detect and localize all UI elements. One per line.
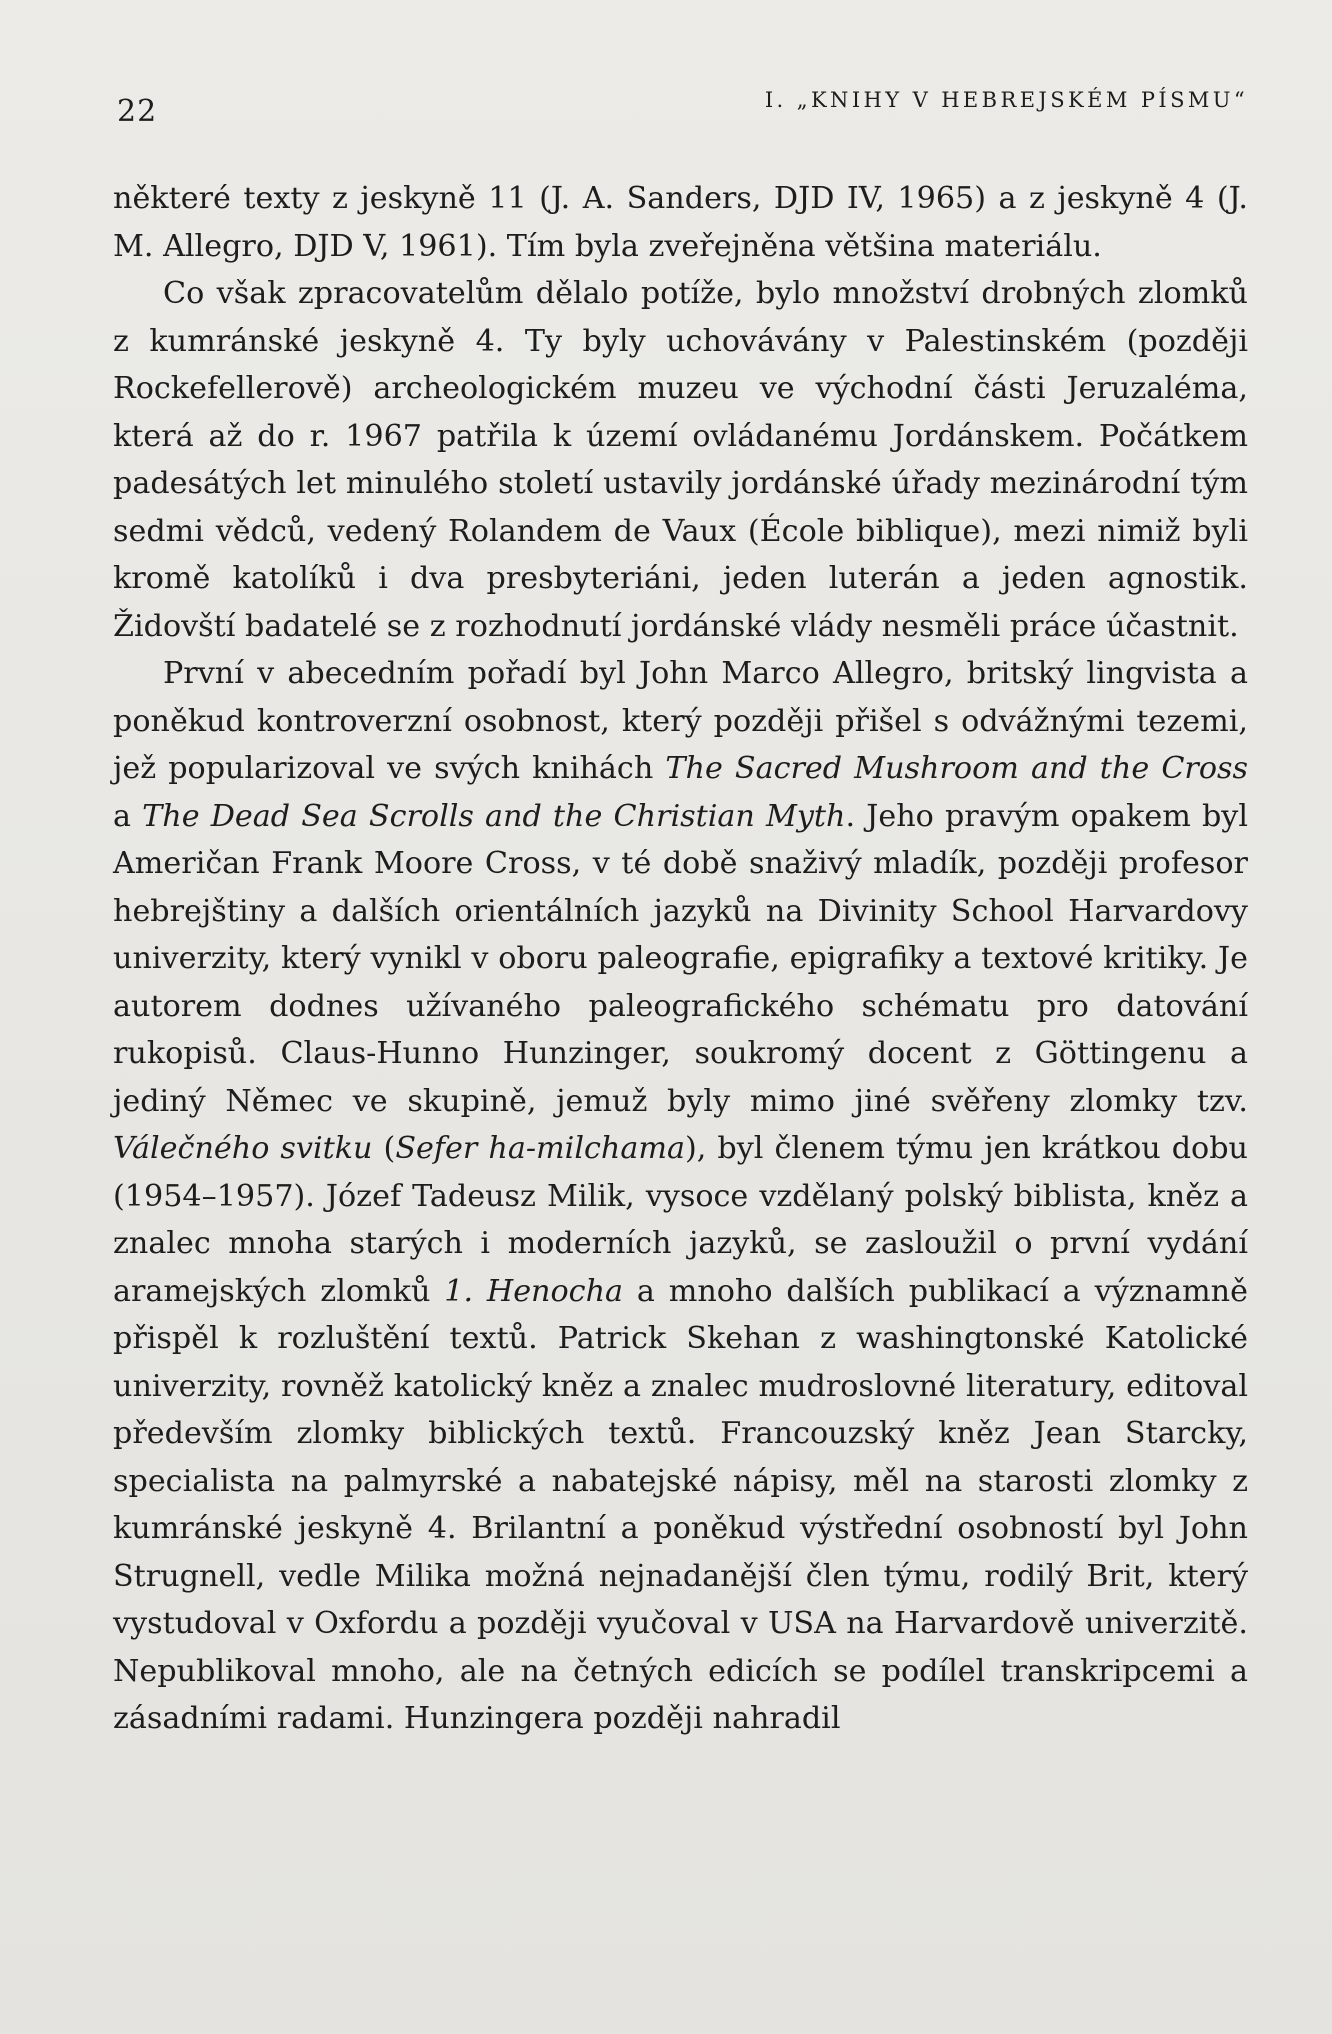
page-number: 22 xyxy=(117,94,158,129)
text-run: a mnoho dalších publikací a významně přispěl k rozluštění textů. Patrick Skehan z washingtonské Katolické univerzity, rovněž katolický kněz a znalec mudroslovné literatury, editoval především zlomky biblických textů. Francouzský kněz Jean Starcky, specialista na palmyrské a nabatejské nápisy, měl na starosti zlomky z kumránské jeskyně 4. Brilantní a poněkud výstřední osobností byl John Strugnell, vedle Milika možná nejnadanější člen týmu, rodilý Brit, který vystudoval v Oxfordu a později vyučoval v USA na Harvardově univerzitě. Nepublikoval mnoho, ale na četných edicích se podílel transkripcemi a zásadními radami. Hunzingera později nahradil xyxy=(113,1273,1248,1736)
text-run: . Jeho pravým opakem byl Američan Frank Moore Cross, v té době snaživý mladík, později profesor hebrejštiny a dalších orientálních jazyků na Divinity School Harvardovy univerzity, který vynikl v oboru paleografie, epigrafiky a textové kritiky. Je autorem dodnes užívaného paleografického schématu pro datování rukopisů. Claus-Hunno Hunzinger, soukromý docent z Göttingenu a jediný Němec ve skupině, jemuž byly mimo jiné svěřeny zlomky tzv. xyxy=(113,798,1249,1119)
text-run: a xyxy=(113,798,143,834)
text-run: ( xyxy=(372,1131,396,1166)
italic-title-text: The Dead Sea Scrolls and the Christian Myth xyxy=(142,798,846,834)
running-header: I. „KNIHY V HEBREJSKÉM PÍSMU“ xyxy=(764,88,1248,112)
italic-title-text: Sefer ha-milchama xyxy=(395,1131,685,1166)
paragraph xyxy=(113,650,1248,1743)
text-run: Co však zpracovatelům dělalo potíže, bylo množství drobných zlomků z kumránské jeskyně 4. Ty byly uchovávány v Palestinském (později Rockefellerově) archeologickém muzeu ve východní části Jeruzaléma, která až do r. 1967 patřila k území ovládanému Jordánskem. Počátkem padesátých let minulého století ustavily jordánské úřady mezinárodní tým sedmi vědců, vedený Rolandem de Vaux (École biblique), mezi nimiž byli kromě katolíků i dva presbyteriáni, jeden luterán a jeden agnostik. Židovští badatelé se z rozhodnutí jordánské vlády nesměli práce účastnit. xyxy=(113,276,1248,644)
paragraph xyxy=(113,270,1248,650)
text-run: některé texty z jeskyně 11 (J. A. Sanders, DJD IV, 1965) a z jeskyně 4 (J. M. Allegro, DJD V, 1961). Tím byla zveřejněna většina materiálu. xyxy=(113,181,1248,264)
body-text xyxy=(113,175,1248,1743)
text-run: ), byl členem týmu jen krátkou dobu (1954–1957). Józef Tadeusz Milik, vysoce vzdělaný polský biblista, kněz a znalec mnoha starých i moderních jazyků, se zasloužil o první vydání aramejských zlomků xyxy=(113,1131,1249,1309)
text-run: První v abecedním pořadí byl John Marco Allegro, britský lingvista a poněkud kontroverzní osobnost, který později přišel s odvážnými tezemi, jež popularizoval ve svých knihách xyxy=(113,656,1248,786)
paragraph xyxy=(113,175,1248,270)
italic-title-text: 1. Henocha xyxy=(444,1273,624,1309)
italic-title-text: Válečného svitku xyxy=(113,1131,373,1166)
italic-title-text: The Sacred Mushroom and the Cross xyxy=(665,751,1248,786)
